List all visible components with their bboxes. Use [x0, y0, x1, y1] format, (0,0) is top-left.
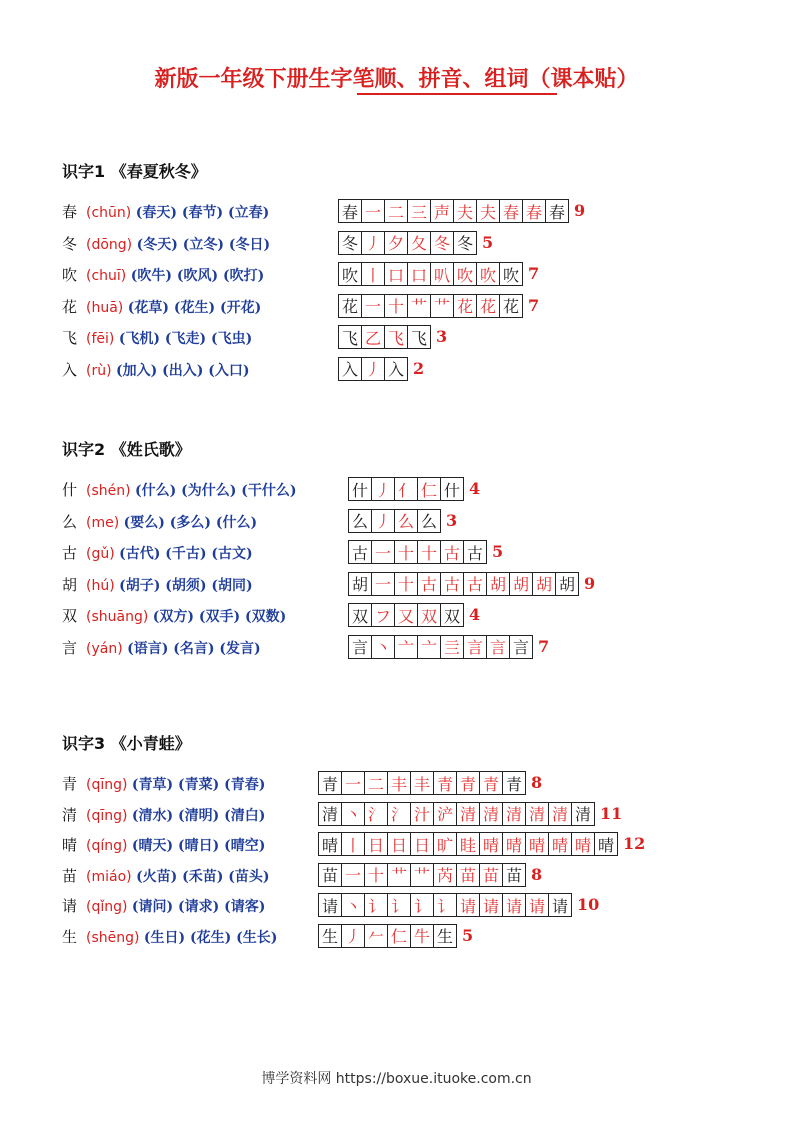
character-row: [62, 539, 762, 567]
character-cell: 双: [348, 603, 372, 627]
word-examples: (胡子) (胡须) (胡同): [119, 577, 253, 594]
stroke-step-cell: 晴: [479, 832, 503, 856]
stroke-step-cell: 牛: [410, 924, 434, 948]
character-cell: 入: [338, 357, 362, 381]
stroke-step-cell: 芮: [433, 863, 457, 887]
stroke-step-cell: 丿: [361, 231, 385, 255]
stroke-step-cell: 胡: [532, 572, 556, 596]
stroke-step-cell: 古: [463, 572, 487, 596]
character-row: [62, 634, 762, 662]
stroke-count: 5: [482, 232, 494, 252]
character: 胡: [62, 575, 78, 594]
stroke-order-grid: [318, 832, 645, 856]
word-examples: (飞机) (飞走) (飞虫): [118, 331, 253, 347]
stroke-step-cell: 飞: [407, 325, 431, 349]
stroke-step-cell: 丶: [371, 635, 395, 659]
stroke-step-cell: 丿: [371, 509, 395, 533]
stroke-step-cell: 冬: [453, 231, 477, 255]
stroke-step-cell: 言: [486, 635, 510, 659]
stroke-step-cell: 晴: [525, 832, 549, 856]
character-row: [62, 862, 762, 890]
row-info: [62, 602, 286, 630]
stroke-step-cell: 艹: [430, 294, 454, 318]
stroke-step-cell: 十: [384, 294, 408, 318]
character-cell: 飞: [338, 325, 362, 349]
word-examples: (古代) (千古) (古文): [119, 546, 253, 562]
stroke-step-cell: 古: [440, 572, 464, 596]
row-info: [62, 539, 253, 567]
pinyin: (chuī): [86, 268, 127, 284]
stroke-order-grid: [318, 802, 622, 826]
word-examples: (生日) (花生) (生长): [143, 929, 278, 946]
stroke-step-cell: 艹: [407, 294, 431, 318]
stroke-step-cell: 清: [525, 802, 549, 826]
word-examples: (冬天) (立冬) (冬日): [136, 236, 271, 253]
stroke-step-cell: 讠: [410, 893, 434, 917]
row-info: [62, 634, 261, 662]
pinyin: (miáo): [86, 868, 132, 885]
stroke-step-cell: 清: [456, 802, 480, 826]
word-examples: (请问) (请求) (请客): [131, 899, 266, 915]
row-info: [62, 508, 257, 536]
stroke-count: 5: [462, 925, 474, 945]
pinyin: (qǐng): [86, 899, 128, 915]
character-cell: 言: [348, 635, 372, 659]
stroke-step-cell: 入: [384, 357, 408, 381]
stroke-step-cell: 仁: [387, 924, 411, 948]
character-cell: 胡: [348, 572, 372, 596]
section-title: 识字2 《姓氏歌》: [62, 440, 191, 459]
stroke-step-cell: 丨: [361, 262, 385, 286]
pinyin: (gǔ): [86, 546, 115, 562]
stroke-step-cell: 十: [394, 540, 418, 564]
stroke-order-grid: [348, 477, 480, 501]
stroke-step-cell: 亠: [394, 635, 418, 659]
stroke-order-grid: [348, 635, 549, 659]
stroke-step-cell: 日: [387, 832, 411, 856]
character: 花: [62, 297, 78, 316]
row-info: [62, 356, 250, 384]
stroke-step-cell: 日: [364, 832, 388, 856]
character-cell: 吹: [338, 262, 362, 286]
stroke-step-cell: 氵: [364, 802, 388, 826]
stroke-step-cell: 言: [509, 635, 533, 659]
character: 飞: [62, 329, 78, 347]
stroke-step-cell: フ: [371, 603, 395, 627]
stroke-step-cell: 日: [410, 832, 434, 856]
stroke-count: 9: [574, 201, 586, 220]
word-examples: (花草) (花生) (开花): [127, 299, 262, 316]
stroke-step-cell: 冬: [430, 231, 454, 255]
row-info: [62, 476, 297, 504]
stroke-step-cell: 亖: [440, 635, 464, 659]
stroke-step-cell: 古: [417, 572, 441, 596]
stroke-step-cell: 夫: [453, 199, 477, 223]
row-info: [62, 801, 265, 829]
character-row: [62, 831, 762, 859]
page-title: 新版一年级下册生字笔顺、拼音、组词（课本贴）: [154, 66, 639, 92]
character-row: [62, 508, 762, 536]
stroke-step-cell: 晴: [548, 832, 572, 856]
stroke-order-grid: [318, 893, 599, 917]
stroke-step-cell: 丨: [341, 832, 365, 856]
stroke-step-cell: 又: [394, 603, 418, 627]
character-row: [62, 356, 762, 384]
character: 双: [62, 607, 78, 625]
stroke-step-cell: 春: [545, 199, 569, 223]
stroke-step-cell: 眭: [456, 832, 480, 856]
character-row: [62, 324, 762, 352]
stroke-step-cell: 请: [502, 893, 526, 917]
character-cell: 晴: [318, 832, 342, 856]
stroke-step-cell: 丿: [361, 357, 385, 381]
stroke-order-grid: [348, 540, 503, 564]
character: 言: [62, 638, 78, 657]
pinyin: (hú): [86, 577, 115, 594]
stroke-step-cell: 吹: [476, 262, 500, 286]
stroke-step-cell: 三: [407, 199, 431, 223]
stroke-step-cell: 夕: [384, 231, 408, 255]
stroke-step-cell: 晴: [571, 832, 595, 856]
stroke-step-cell: 清: [479, 802, 503, 826]
stroke-step-cell: 晴: [502, 832, 526, 856]
word-examples: (青草) (青菜) (青春): [131, 777, 266, 793]
word-examples: (双方) (双手) (双数): [152, 609, 287, 625]
stroke-step-cell: 夂: [407, 231, 431, 255]
character-row: [62, 476, 762, 504]
character-cell: 么: [348, 509, 372, 533]
stroke-step-cell: 青: [479, 771, 503, 795]
pinyin: (me): [86, 514, 120, 531]
stroke-step-cell: 汁: [410, 802, 434, 826]
lesson-section: [62, 160, 762, 379]
stroke-step-cell: 青: [456, 771, 480, 795]
title-underline: [357, 93, 557, 95]
stroke-step-cell: 讠: [387, 893, 411, 917]
stroke-step-cell: 花: [499, 294, 523, 318]
stroke-count: 7: [528, 295, 540, 315]
character: 青: [62, 775, 78, 793]
stroke-order-grid: [318, 863, 542, 887]
word-examples: (语言) (名言) (发言): [127, 640, 261, 657]
stroke-step-cell: 古: [463, 540, 487, 564]
stroke-step-cell: 花: [453, 294, 477, 318]
word-examples: (什么) (为什么) (干什么): [135, 483, 297, 499]
character: 什: [62, 481, 78, 499]
stroke-step-cell: 亠: [417, 635, 441, 659]
stroke-order-grid: [338, 357, 424, 381]
stroke-step-cell: 丶: [341, 893, 365, 917]
stroke-step-cell: 丰: [387, 771, 411, 795]
stroke-step-cell: 胡: [555, 572, 579, 596]
pinyin: (shén): [86, 483, 131, 499]
stroke-step-cell: 吹: [453, 262, 477, 286]
pinyin: (shuāng): [86, 609, 149, 625]
stroke-step-cell: 二: [384, 199, 408, 223]
character-row: [62, 261, 762, 289]
row-info: [62, 831, 265, 859]
lesson-section: [62, 438, 762, 657]
character: 吹: [62, 266, 78, 284]
stroke-order-grid: [318, 771, 542, 795]
stroke-step-cell: 口: [384, 262, 408, 286]
stroke-step-cell: 么: [394, 509, 418, 533]
pinyin: (huā): [86, 299, 124, 316]
character-row: [62, 770, 762, 798]
stroke-step-cell: 言: [463, 635, 487, 659]
character: 请: [62, 897, 78, 915]
stroke-step-cell: 浐: [433, 802, 457, 826]
stroke-count: 10: [577, 895, 600, 914]
character-row: [62, 602, 762, 630]
stroke-step-cell: 十: [394, 572, 418, 596]
stroke-step-cell: 十: [417, 540, 441, 564]
stroke-count: 3: [446, 510, 458, 530]
pinyin: (yán): [86, 640, 123, 657]
stroke-step-cell: 青: [433, 771, 457, 795]
stroke-step-cell: 丿: [341, 924, 365, 948]
stroke-step-cell: 十: [364, 863, 388, 887]
section-title: 识字1 《春夏秋冬》: [62, 162, 207, 181]
word-examples: (春天) (春节) (立春): [135, 205, 270, 221]
character: 生: [62, 927, 78, 946]
character: 清: [62, 805, 78, 824]
stroke-count: 5: [492, 542, 504, 561]
stroke-count: 4: [469, 605, 481, 624]
stroke-count: 2: [413, 358, 425, 378]
character: 冬: [62, 234, 78, 253]
stroke-step-cell: 清: [571, 802, 595, 826]
stroke-step-cell: 叭: [430, 262, 454, 286]
character-row: [62, 230, 762, 258]
row-info: [62, 571, 253, 599]
pinyin: (qīng): [86, 807, 128, 824]
stroke-step-cell: 亻: [394, 477, 418, 501]
stroke-step-cell: 什: [440, 477, 464, 501]
stroke-step-cell: 艹: [387, 863, 411, 887]
stroke-count: 7: [528, 264, 540, 283]
row-info: [62, 198, 269, 226]
character-row: [62, 801, 762, 829]
stroke-order-grid: [338, 294, 539, 318]
character-cell: 古: [348, 540, 372, 564]
stroke-step-cell: 么: [417, 509, 441, 533]
stroke-step-cell: 古: [440, 540, 464, 564]
character-cell: 请: [318, 893, 342, 917]
row-info: [62, 892, 265, 920]
row-info: [62, 324, 252, 352]
stroke-order-grid: [338, 231, 493, 255]
pinyin: (dōng): [86, 236, 133, 253]
character-row: [62, 198, 762, 226]
character-cell: 冬: [338, 231, 362, 255]
stroke-step-cell: 双: [440, 603, 464, 627]
stroke-order-grid: [338, 199, 585, 223]
stroke-step-cell: 旷: [433, 832, 457, 856]
stroke-step-cell: 生: [433, 924, 457, 948]
stroke-count: 12: [623, 834, 646, 853]
stroke-step-cell: 乙: [361, 325, 385, 349]
stroke-step-cell: 𠂉: [364, 924, 388, 948]
character: 么: [62, 512, 78, 531]
stroke-step-cell: 一: [361, 199, 385, 223]
stroke-order-grid: [338, 262, 539, 286]
stroke-step-cell: 清: [502, 802, 526, 826]
stroke-count: 8: [531, 864, 543, 884]
stroke-step-cell: 一: [341, 771, 365, 795]
stroke-step-cell: 双: [417, 603, 441, 627]
character-row: [62, 923, 762, 951]
stroke-step-cell: 苗: [502, 863, 526, 887]
character-row: [62, 293, 762, 321]
word-examples: (火苗) (禾苗) (苗头): [136, 868, 270, 885]
stroke-step-cell: 请: [548, 893, 572, 917]
pinyin: (chūn): [86, 205, 132, 221]
stroke-step-cell: 胡: [509, 572, 533, 596]
word-examples: (加入) (出入) (入口): [116, 362, 250, 379]
character-cell: 花: [338, 294, 362, 318]
pinyin: (fēi): [86, 331, 115, 347]
pinyin: (shēng): [86, 929, 140, 946]
row-info: [62, 770, 265, 798]
character-cell: 生: [318, 924, 342, 948]
row-info: [62, 261, 264, 289]
stroke-count: 4: [469, 479, 481, 498]
stroke-step-cell: 艹: [410, 863, 434, 887]
stroke-step-cell: 花: [476, 294, 500, 318]
word-examples: (晴天) (晴日) (晴空): [131, 838, 266, 854]
word-examples: (吹牛) (吹风) (吹打): [130, 268, 265, 284]
stroke-step-cell: 二: [364, 771, 388, 795]
character: 晴: [62, 836, 78, 854]
pinyin: (qíng): [86, 838, 128, 854]
stroke-step-cell: 一: [361, 294, 385, 318]
stroke-step-cell: 青: [502, 771, 526, 795]
character: 入: [62, 360, 78, 379]
character-row: [62, 892, 762, 920]
stroke-step-cell: 苗: [479, 863, 503, 887]
lesson-section: [62, 732, 762, 946]
stroke-step-cell: 夫: [476, 199, 500, 223]
stroke-step-cell: 春: [499, 199, 523, 223]
stroke-count: 9: [584, 573, 596, 593]
stroke-order-grid: [338, 325, 447, 349]
row-info: [62, 293, 261, 321]
row-info: [62, 862, 270, 890]
stroke-step-cell: 丿: [371, 477, 395, 501]
stroke-count: 11: [600, 803, 623, 823]
stroke-step-cell: 请: [479, 893, 503, 917]
footer-watermark: 博学资料网 https://boxue.ituoke.com.cn: [261, 1071, 532, 1087]
row-info: [62, 230, 270, 258]
stroke-step-cell: 丶: [341, 802, 365, 826]
word-examples: (要么) (多么) (什么): [123, 514, 258, 531]
stroke-step-cell: 讠: [433, 893, 457, 917]
stroke-order-grid: [318, 924, 473, 948]
character: 古: [62, 544, 78, 562]
stroke-count: 7: [538, 636, 550, 656]
pinyin: (qīng): [86, 777, 128, 793]
stroke-step-cell: 氵: [387, 802, 411, 826]
stroke-step-cell: 请: [456, 893, 480, 917]
stroke-step-cell: 口: [407, 262, 431, 286]
stroke-count: 8: [531, 773, 543, 792]
stroke-step-cell: 讠: [364, 893, 388, 917]
stroke-step-cell: 一: [371, 540, 395, 564]
character-cell: 什: [348, 477, 372, 501]
stroke-step-cell: 飞: [384, 325, 408, 349]
pinyin: (rù): [86, 362, 112, 379]
stroke-step-cell: 声: [430, 199, 454, 223]
stroke-step-cell: 苗: [456, 863, 480, 887]
section-title: 识字3 《小青蛙》: [62, 734, 191, 753]
character-cell: 青: [318, 771, 342, 795]
stroke-step-cell: 吹: [499, 262, 523, 286]
stroke-step-cell: 一: [371, 572, 395, 596]
stroke-order-grid: [348, 603, 480, 627]
stroke-step-cell: 晴: [594, 832, 618, 856]
character-cell: 春: [338, 199, 362, 223]
stroke-step-cell: 春: [522, 199, 546, 223]
stroke-step-cell: 胡: [486, 572, 510, 596]
stroke-step-cell: 清: [548, 802, 572, 826]
stroke-step-cell: 丰: [410, 771, 434, 795]
stroke-step-cell: 请: [525, 893, 549, 917]
stroke-step-cell: 一: [341, 863, 365, 887]
stroke-count: 3: [436, 327, 448, 346]
character: 春: [62, 203, 78, 221]
character: 苗: [62, 866, 78, 885]
word-examples: (清水) (清明) (清白): [131, 807, 266, 824]
character-row: [62, 571, 762, 599]
stroke-step-cell: 仁: [417, 477, 441, 501]
character-cell: 清: [318, 802, 342, 826]
stroke-order-grid: [348, 572, 595, 596]
row-info: [62, 923, 277, 951]
stroke-order-grid: [348, 509, 457, 533]
character-cell: 苗: [318, 863, 342, 887]
